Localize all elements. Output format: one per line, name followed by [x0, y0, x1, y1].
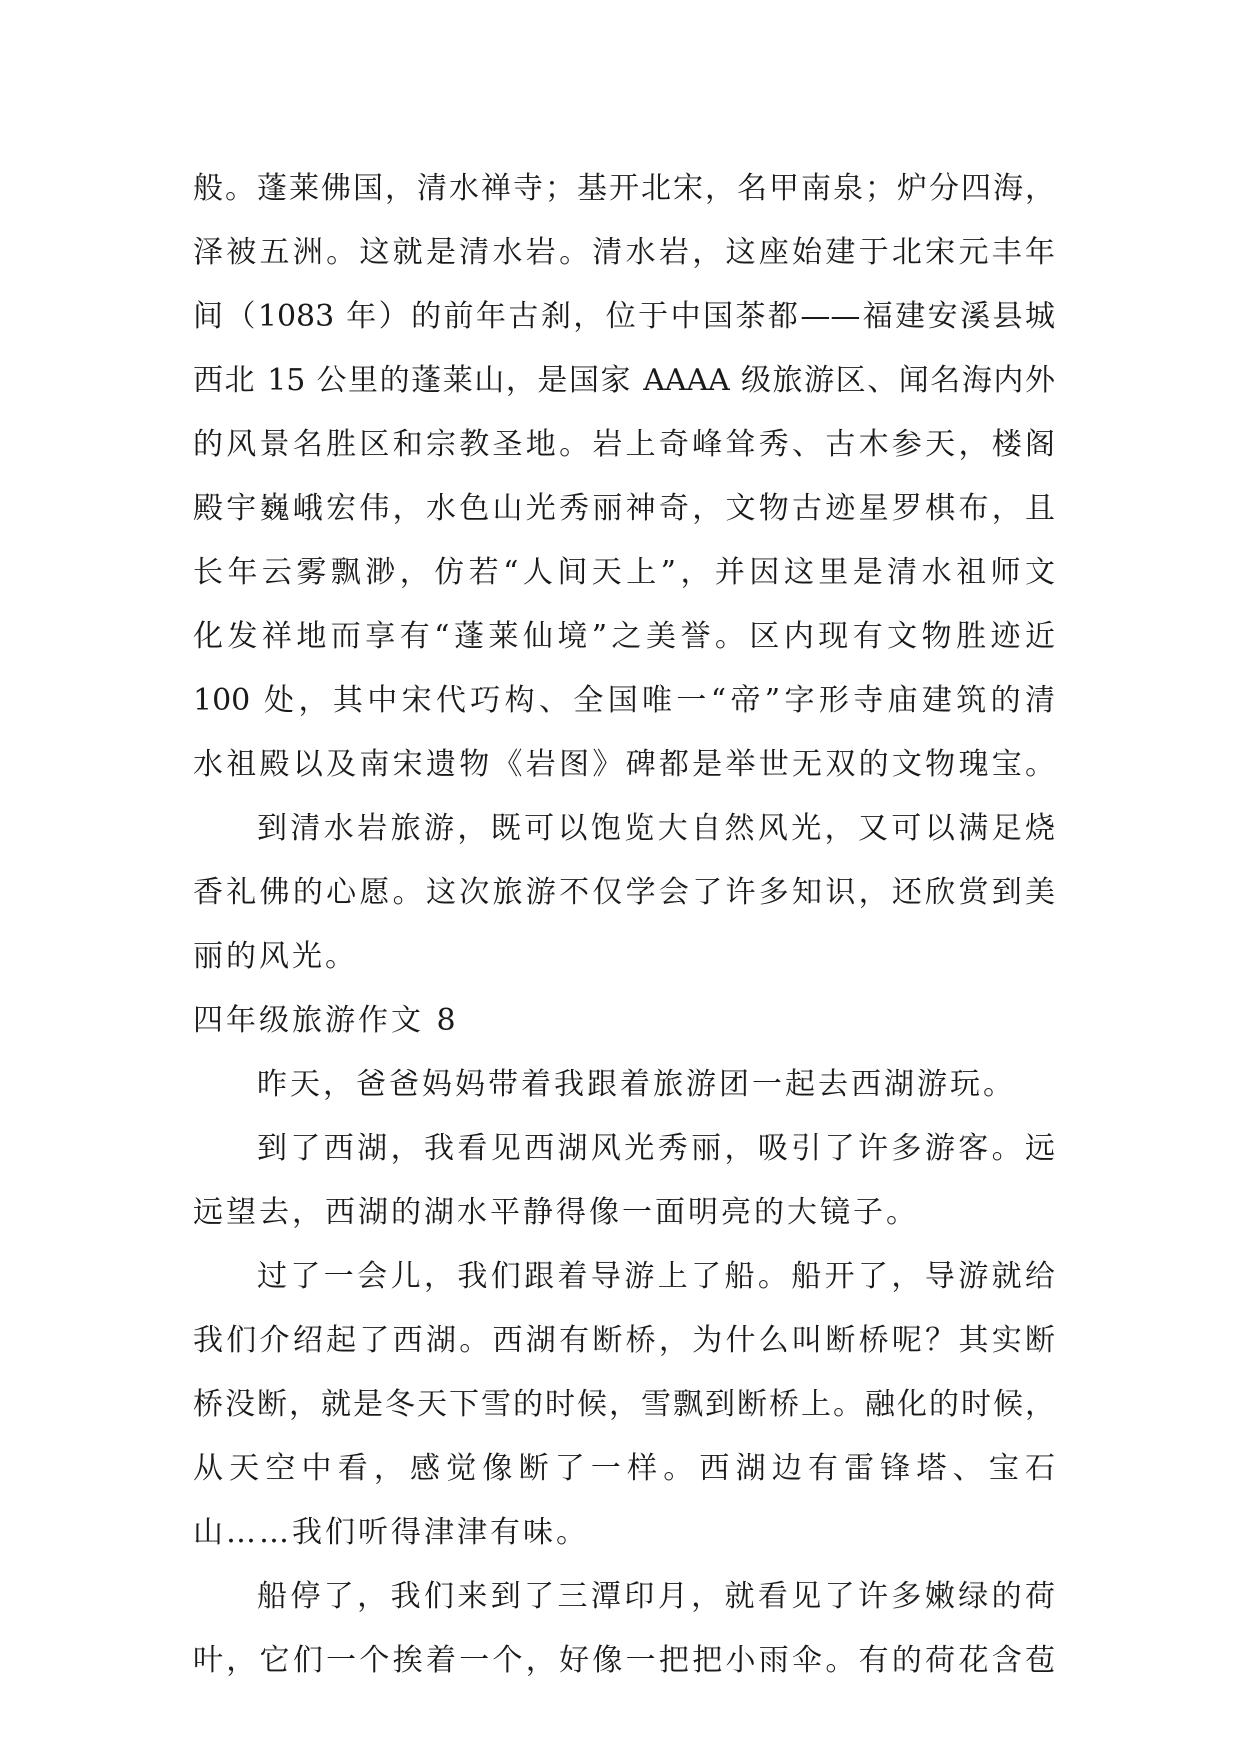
text-line: 叶，它们一个挨着一个，好像一把把小雨伞。有的荷花含苞: [193, 1643, 1055, 1678]
document-body: [193, 157, 1055, 1693]
text-line: 100 处，其中宋代巧构、全国唯一“帝”字形寺庙建筑的清: [193, 683, 1055, 718]
text-line: 长年云雾飘渺，仿若“人间天上”，并因这里是清水祖师文: [193, 555, 1055, 590]
text-line: 殿宇巍峨宏伟，水色山光秀丽神奇，文物古迹星罗棋布，且: [193, 491, 1055, 526]
text-line: 化发祥地而享有“蓬莱仙境”之美誉。区内现有文物胜迹近: [193, 619, 1055, 654]
paragraph-first-line: 昨天，爸爸妈妈带着我跟着旅游团一起去西湖游玩。: [257, 1067, 1016, 1102]
text-line: 丽的风光。: [193, 939, 358, 974]
text-line: 桥没断，就是冬天下雪的时候，雪飘到断桥上。融化的时候，: [193, 1387, 1055, 1422]
text-line: 香礼佛的心愿。这次旅游不仅学会了许多知识，还欣赏到美: [193, 875, 1055, 910]
text-line: 般。蓬莱佛国，清水禅寺；基开北宋，名甲南泉；炉分四海，: [193, 171, 1055, 206]
text-line: 我们介绍起了西湖。西湖有断桥，为什么叫断桥呢？其实断: [193, 1323, 1055, 1358]
text-line: 远望去，西湖的湖水平静得像一面明亮的大镜子。: [193, 1195, 919, 1230]
text-line: 的风景名胜区和宗教圣地。岩上奇峰耸秀、古木参天，楼阁: [193, 427, 1055, 462]
text-line: 西北 15 公里的蓬莱山，是国家 AAAA 级旅游区、闻名海内外: [193, 363, 1055, 398]
paragraph-first-line: 船停了，我们来到了三潭印月，就看见了许多嫩绿的荷: [257, 1579, 1055, 1614]
text-line: 从天空中看，感觉像断了一样。西湖边有雷锋塔、宝石: [193, 1451, 1055, 1486]
text-line: 间（1083 年）的前年古刹，位于中国茶都——福建安溪县城: [193, 299, 1055, 334]
section-heading: 四年级旅游作文 8: [193, 1003, 459, 1038]
text-line: 水祖殿以及南宋遗物《岩图》碑都是举世无双的文物瑰宝。: [193, 747, 1055, 782]
paragraph-first-line: 过了一会儿，我们跟着导游上了船。船开了，导游就给: [257, 1259, 1055, 1294]
text-line: 山……我们听得津津有味。: [193, 1515, 589, 1550]
text-line: 泽被五洲。这就是清水岩。清水岩，这座始建于北宋元丰年: [193, 235, 1055, 270]
paragraph-first-line: 到清水岩旅游，既可以饱览大自然风光，又可以满足烧: [257, 811, 1055, 846]
paragraph-first-line: 到了西湖，我看见西湖风光秀丽，吸引了许多游客。远: [257, 1131, 1055, 1166]
